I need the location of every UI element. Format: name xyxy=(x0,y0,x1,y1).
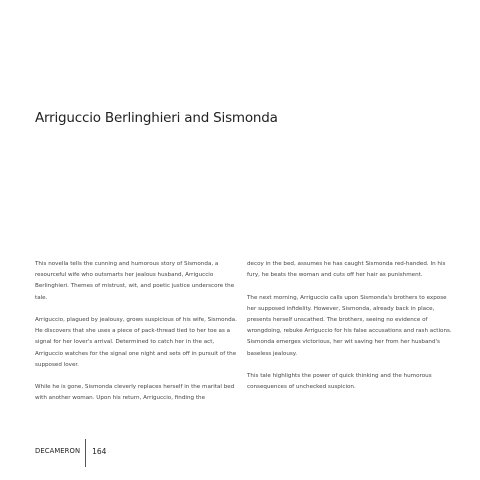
body-paragraph: This tale highlights the power of quick thinking and the humorous consequences of unchecked suspicion. xyxy=(247,373,432,391)
body-paragraph: decoy in the bed, assumes he has caught Sismonda red-handed. In his fury, he beats the woman and cuts off her hair as punishment. xyxy=(247,261,446,279)
right-column xyxy=(247,259,457,405)
body-paragraph: Arriguccio, plagued by jealousy, grows suspicious of his wife, Sismonda. He discovers that she uses a piece of pack-thread tied to her toe as a signal for her lover's arrival. Determined to catch her in the act, Arriguccio watches for the signal one night and sets off in pursuit of the supposed lover. xyxy=(35,317,237,368)
body-paragraph: While he is gone, Sismonda cleverly replaces herself in the marital bed with another woman. Upon his return, Arriguccio, finding the xyxy=(35,384,235,402)
body-paragraph: The next morning, Arriguccio calls upon Sismonda's brothers to expose her supposed infidelity. However, Sismonda, already back in place, presents herself unscathed. The brothers, seeing no evidence of wrongdoing, rebuke Arriguccio for his false accusations and rash actions. Sismonda emerges victorious, her wit saving her from her husband's baseless jealousy. xyxy=(247,294,452,357)
page-number: 164 xyxy=(92,446,107,456)
page-title: Arriguccio Berlinghieri and Sismonda xyxy=(35,110,278,126)
body-paragraph: This novella tells the cunning and humorous story of Sismonda, a resourceful wife who outsmarts her jealous husband, Arriguccio Berlinghieri. Themes of mistrust, wit, and poetic justice underscore the tale. xyxy=(35,261,235,301)
left-column xyxy=(35,259,243,416)
footer-divider xyxy=(85,439,86,467)
footer-book-title: DECAMERON xyxy=(35,447,81,455)
page-footer xyxy=(35,439,106,467)
